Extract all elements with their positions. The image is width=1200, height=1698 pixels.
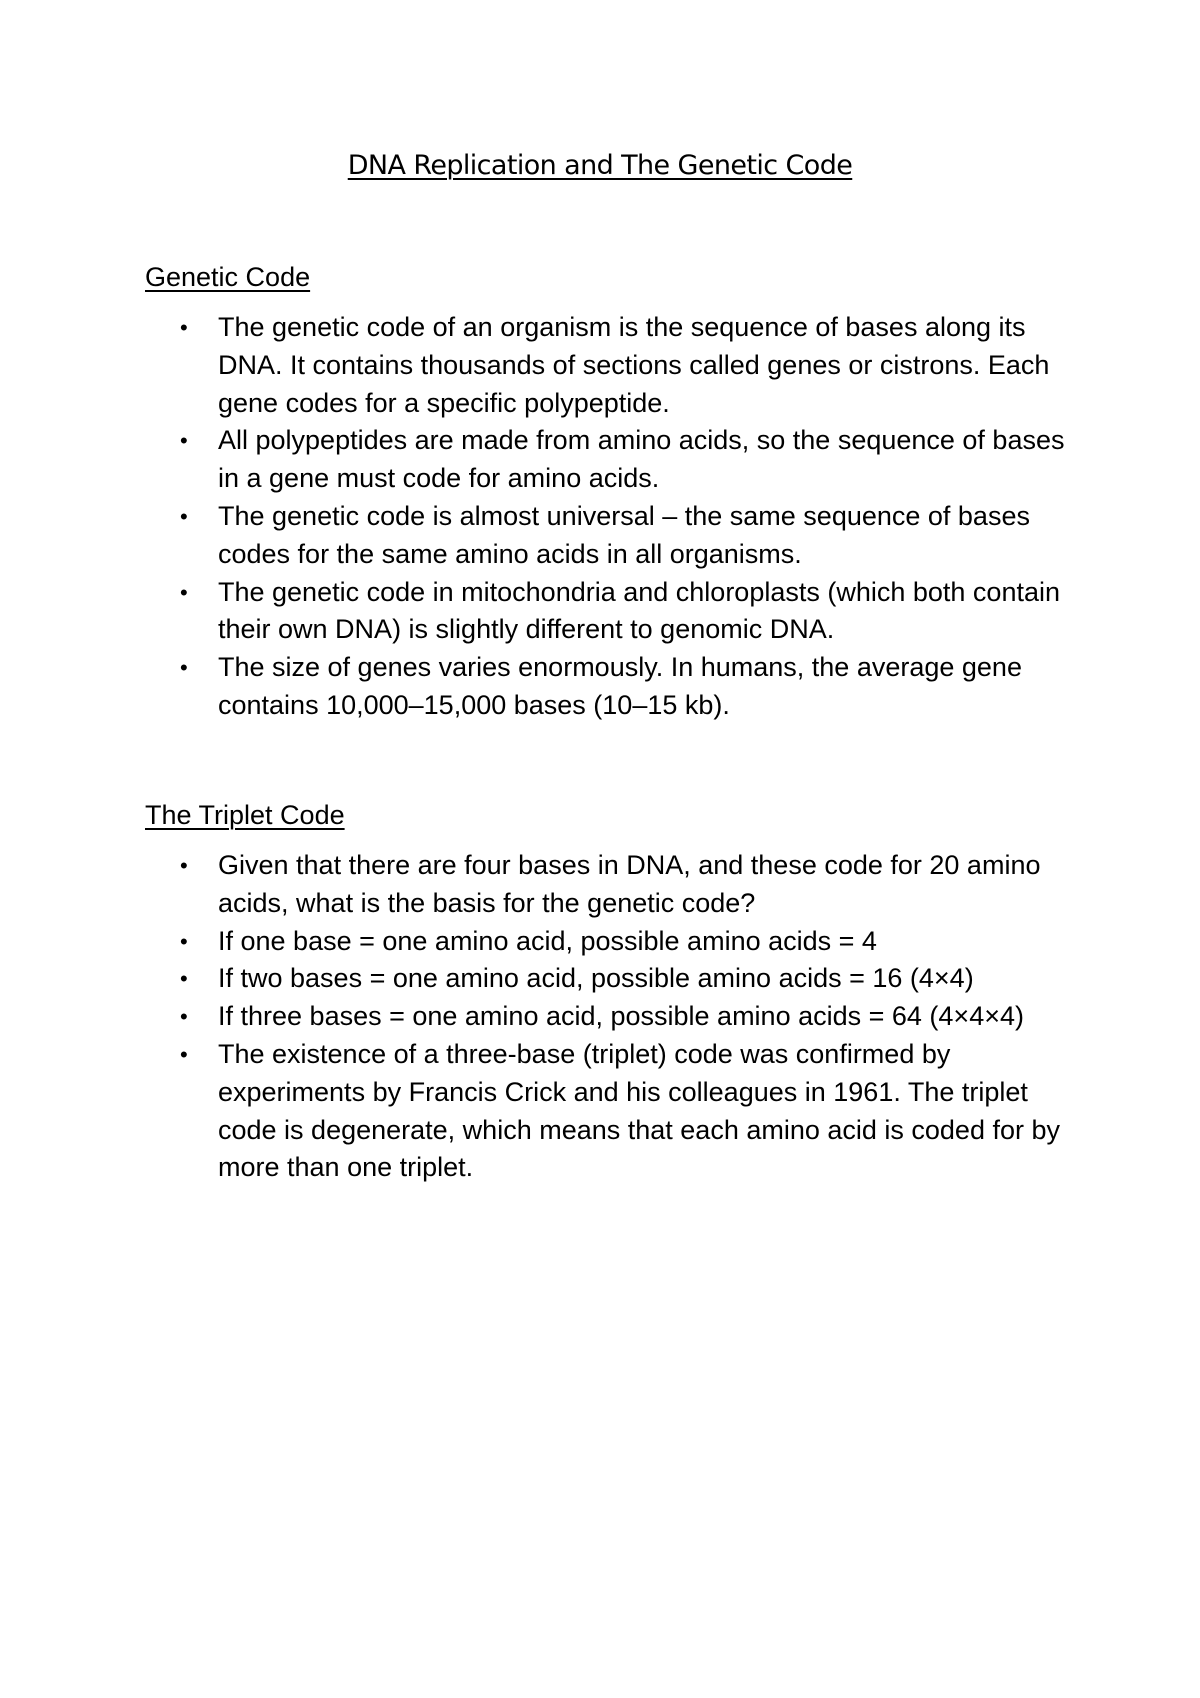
bullet-icon: • — [180, 428, 188, 454]
list-item-text: Given that there are four bases in DNA, and these code for 20 amino acids, what is the basis for the genetic code? — [218, 850, 1041, 918]
list-item-text: If three bases = one amino acid, possible amino acids = 64 (4×4×4) — [218, 1001, 1024, 1032]
list-item-text: The genetic code in mitochondria and chloroplasts (which both contain their own DNA) is slightly different to genomic DNA. — [218, 576, 1060, 645]
bullet-icon: • — [180, 579, 188, 605]
list-item — [145, 998, 1088, 1036]
section-triplet-code — [145, 797, 1085, 1187]
bullet-icon: • — [180, 966, 188, 992]
section-heading: Genetic Code — [145, 262, 311, 292]
bullet-list — [145, 309, 1085, 725]
list-item-text: All polypeptides are made from amino acids, so the sequence of bases in a gene must code for amino acids. — [218, 425, 1065, 494]
bullet-icon: • — [180, 928, 188, 954]
list-item — [145, 574, 1088, 650]
list-item-text: The existence of a three-base (triplet) code was confirmed by experiments by Francis Crick and his colleagues in 1961. The triplet code is degenerate, which means that each amino acid is coded for by more than one triplet. — [218, 1038, 1060, 1183]
bullet-icon: • — [180, 1041, 188, 1067]
bullet-icon: • — [180, 853, 188, 878]
list-item — [145, 923, 1088, 961]
list-item — [145, 847, 1088, 923]
list-item — [145, 422, 1088, 498]
list-item-text: The genetic code of an organism is the sequence of bases along its DNA. It contains thousands of sections called genes or cistrons. Each gene codes for a specific polypeptide. — [218, 312, 1050, 418]
bullet-icon: • — [180, 315, 188, 340]
bullet-icon: • — [180, 655, 188, 681]
section-heading: The Triplet Code — [145, 800, 345, 830]
bullet-icon: • — [180, 1004, 188, 1030]
list-item-text: If one base = one amino acid, possible amino acids = 4 — [218, 925, 877, 956]
list-item — [145, 498, 1088, 574]
bullet-icon: • — [180, 503, 188, 529]
list-item-text: The size of genes varies enormously. In humans, the average gene contains 10,000–15,000 bases (10–15 kb). — [218, 652, 1022, 720]
list-item — [145, 649, 1088, 725]
list-item — [145, 309, 1088, 422]
list-item — [145, 1036, 1088, 1187]
section-genetic-code — [145, 259, 1085, 725]
document-title — [0, 148, 1200, 184]
list-item-text: The genetic code is almost universal – the same sequence of bases codes for the same amino acids in all organisms. — [218, 500, 1030, 569]
list-item-text: If two bases = one amino acid, possible amino acids = 16 (4×4) — [218, 963, 974, 994]
list-item — [145, 960, 1088, 998]
bullet-list — [145, 847, 1085, 1187]
document-title-text: DNA Replication and The Genetic Code — [347, 150, 853, 181]
